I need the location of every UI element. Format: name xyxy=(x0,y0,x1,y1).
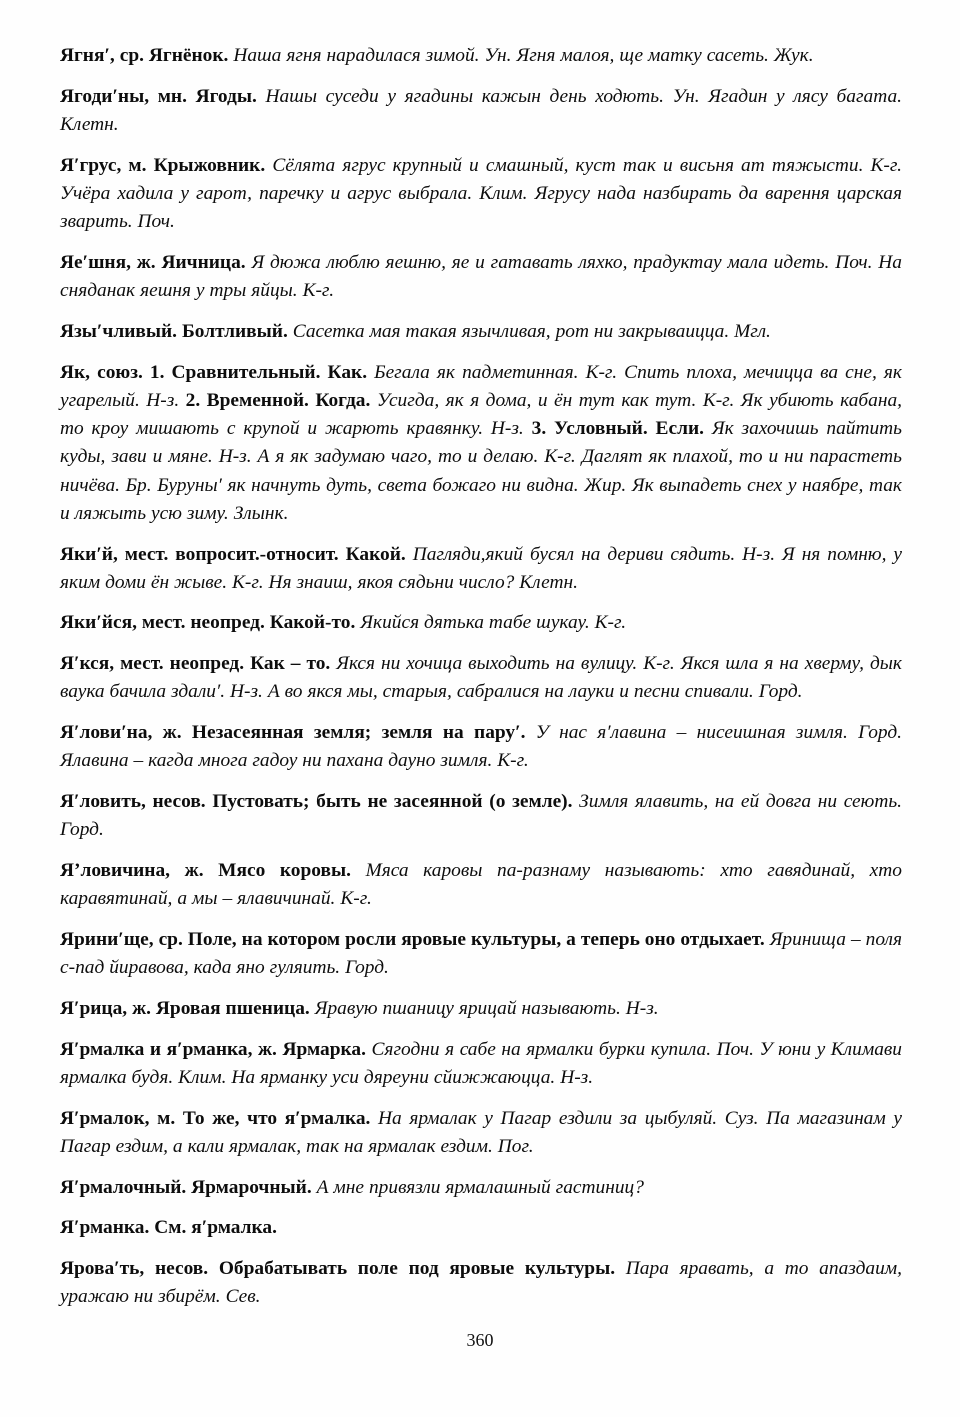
entry-example: Сёлята ягрус крупный и смашный, куст так и висьня ат тяжысти. К-г. Учёра хадила у гарот, паречку и агрус выбрала. Клим. Ягрусу нада назбирать да варення царская зварить. Поч. xyxy=(60,154,903,233)
entry-headword: Як, союз. 1. Сравнительный. Как. xyxy=(60,361,368,383)
entry-headword: Ярова′ть, несов. Обрабатывать поле под яровые культуры. xyxy=(60,1258,616,1280)
entry-example: Якся ни хочица выходить на вулицу. К-г. Якся шла я на хверму, дык ваука бачила здали′. Н-з. А во якся мы, старыя, сабралися на лауки и песни спивали. Горд. xyxy=(60,653,902,703)
dictionary-entry xyxy=(60,857,902,913)
entry-example: А мне привязли ярмалашный гастиниц? xyxy=(316,1176,644,1198)
dictionary-entry xyxy=(60,1105,902,1161)
entry-headword: Ягня′, ср. Ягнёнок. xyxy=(60,45,229,66)
entry-example: Яравую пшаницу ярицай называють. Н-з. xyxy=(314,998,659,1020)
dictionary-entry xyxy=(60,609,902,637)
entry-example: Наша ягня нарадилася зимой. Ун. Ягня малоя, ще матку сасеть. Жук. xyxy=(233,45,814,66)
entry-headword: Я′грус, м. Крыжовник. xyxy=(60,154,266,176)
dictionary-entry xyxy=(60,359,902,528)
entry-example: Пагляди,який бусял на дериви сядить. Н-з. Я ня помню, у яким доми ён жыве. К-г. Ня знаиш, якоя сядьни число? Клетн. xyxy=(60,543,902,593)
entry-headword: Ярини′ще, ср. Поле, на котором росли яровые культуры, а теперь оно отдыхает. xyxy=(60,929,765,951)
dictionary-entry xyxy=(60,249,902,305)
entry-example: Яринища – поля с-пад йиравова, када яно гуляить. Горд. xyxy=(60,929,903,979)
entry-headword: Я′рица, ж. Яровая пшеница. xyxy=(60,998,310,1020)
dictionary-entry xyxy=(60,788,902,844)
dictionary-entry xyxy=(60,42,902,70)
entry-example: Якийся дятька табе шукау. К-г. xyxy=(360,612,627,634)
entry-headword: Я′ловить, несов. Пустовать; быть не засеянной (о земле). xyxy=(60,791,573,813)
entry-example: Мяса каровы па-разнаму называють: хто гавядинай, хто каравятинай, а мы – ялавичинай. К-г. xyxy=(60,860,902,910)
entry-headword: Я′рманка. См. я′рмалка. xyxy=(60,1217,277,1239)
entry-headword: Яе′шня, ж. Яичница. xyxy=(60,251,246,273)
entry-example: Нашы суседи у ягадины кажын день ходють. Ун. Ягадин у лясу багата. Клетн. xyxy=(60,85,903,135)
dictionary-entry xyxy=(60,1214,902,1242)
dictionary-entry xyxy=(60,1255,902,1311)
entry-list xyxy=(60,42,902,1312)
entry-example: Сягодни я сабе на ярмалки бурки купила. Поч. У юни у Климави ярмалка будя. Клим. На ярманку уси дяреуни сйижжаюцца. Н-з. xyxy=(60,1038,902,1089)
dictionary-entry xyxy=(60,719,902,775)
entry-headword: Я′рмалочный. Ярмарочный. xyxy=(60,1176,312,1198)
entry-headword: Язы′чливый. Болтливый. xyxy=(60,320,288,342)
dictionary-entry xyxy=(60,995,902,1023)
dictionary-entry xyxy=(60,541,902,597)
entry-sense-example: Як захочишь пайтить куды, зави и мяне. Н-з. А я як задумаю чаго, то и делаю. К-г. Даглят як плахой, то и ни парастеть ничёва. Бр. Буруны′ як начнуть дуть, света божаго ни видна. Жир. Як выпадеть снех у наябре, так и ляжыть усю зиму. Злынк. xyxy=(60,418,903,524)
entry-example: Я дюжа люблю яешню, яе и гатавать ляхко, прадуктау мала идеть. Поч. На сняданак яешня у тры яйцы. К-г. xyxy=(60,251,902,302)
dictionary-entry xyxy=(60,1036,902,1092)
dictionary-entry xyxy=(60,650,902,706)
entry-example: На ярмалак у Пагар ездили за цыбуляй. Суз. Па магазинам у Пагар ездим, а кали ярмалак, так на ярмалак ездим. Пог. xyxy=(60,1107,903,1157)
entry-example: Пара яравать, а то апаздаим, уражаю ни збирём. Сев. xyxy=(60,1258,902,1308)
entry-example: Зимля ялавить, на ей довга ни сеють. Горд. xyxy=(60,791,902,841)
entry-example: У нас я′лавина – нисеишная зимля. Горд. Ялавина – кагда многа гадоу ни пахана дауно зимля. К-г. xyxy=(60,722,902,772)
entry-headword: Ягоди′ны, мн. Ягоды. xyxy=(60,85,257,107)
entry-headword: Яки′йся, мест. неопред. Какой-то. xyxy=(60,612,356,634)
entry-sense-example: Усигда, як я дома, и ён тут как тут. К-г. Як убиють кабана, то кроу мишають с крупой и жарють кравянку. Н-з. xyxy=(60,389,903,440)
page-number: 360 xyxy=(466,1330,494,1350)
entry-headword: Я′кся, мест. неопред. Как – то. xyxy=(60,653,331,675)
entry-example: Бегала як падметинная. К-г. Спить плоха, мечицца ва сне, як угарелый. Н-з. xyxy=(60,361,902,411)
entry-example: Сасетка мая такая язычливая, рот ни закрываицца. Мгл. xyxy=(292,320,771,342)
dictionary-entry xyxy=(60,152,902,237)
entry-headword: Яки′й, мест. вопросит.-относит. Какой. xyxy=(60,543,406,565)
entry-sense-label: 3. Условный. Если. xyxy=(531,418,704,440)
entry-headword: Я′лови′на, ж. Незасеянная земля; земля на пару′. xyxy=(60,722,526,744)
entry-headword: Я′рмалка и я′рманка, ж. Ярмарка. xyxy=(60,1038,366,1060)
dictionary-entry xyxy=(60,1174,902,1202)
entry-headword: Я′рмалок, м. То же, что я′рмалка. xyxy=(60,1107,371,1129)
entry-sense-label: 2. Временной. Когда. xyxy=(185,389,371,411)
dictionary-entry xyxy=(60,318,902,346)
entry-headword: Я’ловичина, ж. Мясо коровы. xyxy=(60,860,351,882)
dictionary-entry xyxy=(60,926,902,982)
dictionary-entry xyxy=(60,83,902,139)
